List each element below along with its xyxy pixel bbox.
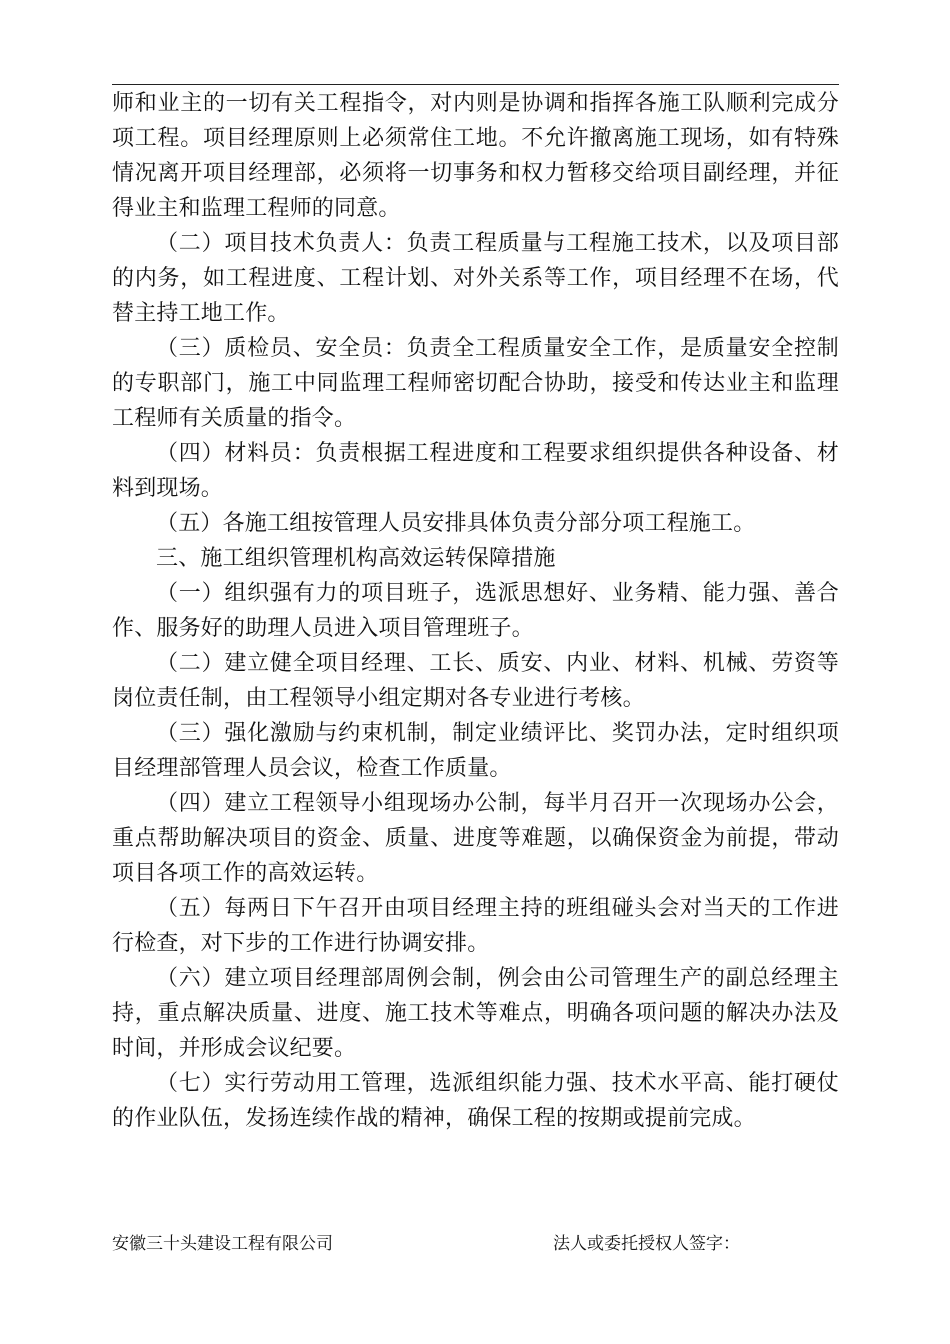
paragraph-measure-7: （七）实行劳动用工管理，选派组织能力强、技术水平高、能打硬仗的作业队伍，发扬连续作战的精神，确保工程的按期或提前完成。 [112,1071,839,1131]
paragraph-technical-lead: （二）项目技术负责人：负责工程质量与工程施工技术，以及项目部的内务，如工程进度、工程计划、对外关系等工作，项目经理不在场，代替主持工地工作。 [112,231,839,326]
paragraph-measure-4: （四）建立工程领导小组现场办公制，每半月召开一次现场办公会，重点帮助解决项目的资金、质量、进度等难题，以确保资金为前提，带动项目各项工作的高效运转。 [112,791,839,886]
paragraph-measure-5: （五）每两日下午召开由项目经理主持的班组碰头会对当天的工作进行检查，对下步的工作进行协调安排。 [112,896,839,956]
section-heading: 三、施工组织管理机构高效运转保障措施 [156,546,556,571]
paragraph-measure-2: （二）建立健全项目经理、工长、质安、内业、材料、机械、劳资等岗位责任制，由工程领导小组定期对各专业进行考核。 [112,651,839,711]
document-body [112,86,839,1136]
paragraph-continuation: 师和业主的一切有关工程指令，对内则是协调和指挥各施工队顺利完成分项工程。项目经理原则上必须常住工地。不允许撤离施工现场，如有特殊情况离开项目经理部，必须将一切事务和权力暂移交给项目副经理，并征得业主和监理工程师的同意。 [112,91,839,221]
paragraph-construction-groups: （五）各施工组按管理人员安排具体负责分部分项工程施工。 [156,511,756,536]
paragraph-measure-3: （三）强化激励与约束机制，制定业绩评比、奖罚办法，定时组织项目经理部管理人员会议，检查工作质量。 [112,721,839,781]
paragraph-quality-safety: （三）质检员、安全员：负责全工程质量安全工作，是质量安全控制的专职部门，施工中同监理工程师密切配合协助，接受和传达业主和监理工程师有关质量的指令。 [112,336,839,431]
paragraph-measure-6: （六）建立项目经理部周例会制，例会由公司管理生产的副总经理主持，重点解决质量、进度、施工技术等难点，明确各项问题的解决办法及时间，并形成会议纪要。 [112,966,839,1061]
paragraph-materials: （四）材料员：负责根据工程进度和工程要求组织提供各种设备、材料到现场。 [112,441,839,501]
footer-signature-label: 法人或委托授权人签字： [553,1234,740,1254]
paragraph-measure-1: （一）组织强有力的项目班子，选派思想好、业务精、能力强、善合作、服务好的助理人员进入项目管理班子。 [112,581,839,641]
footer-company: 安徽三十头建设工程有限公司 [112,1234,333,1254]
top-rule [112,84,839,85]
